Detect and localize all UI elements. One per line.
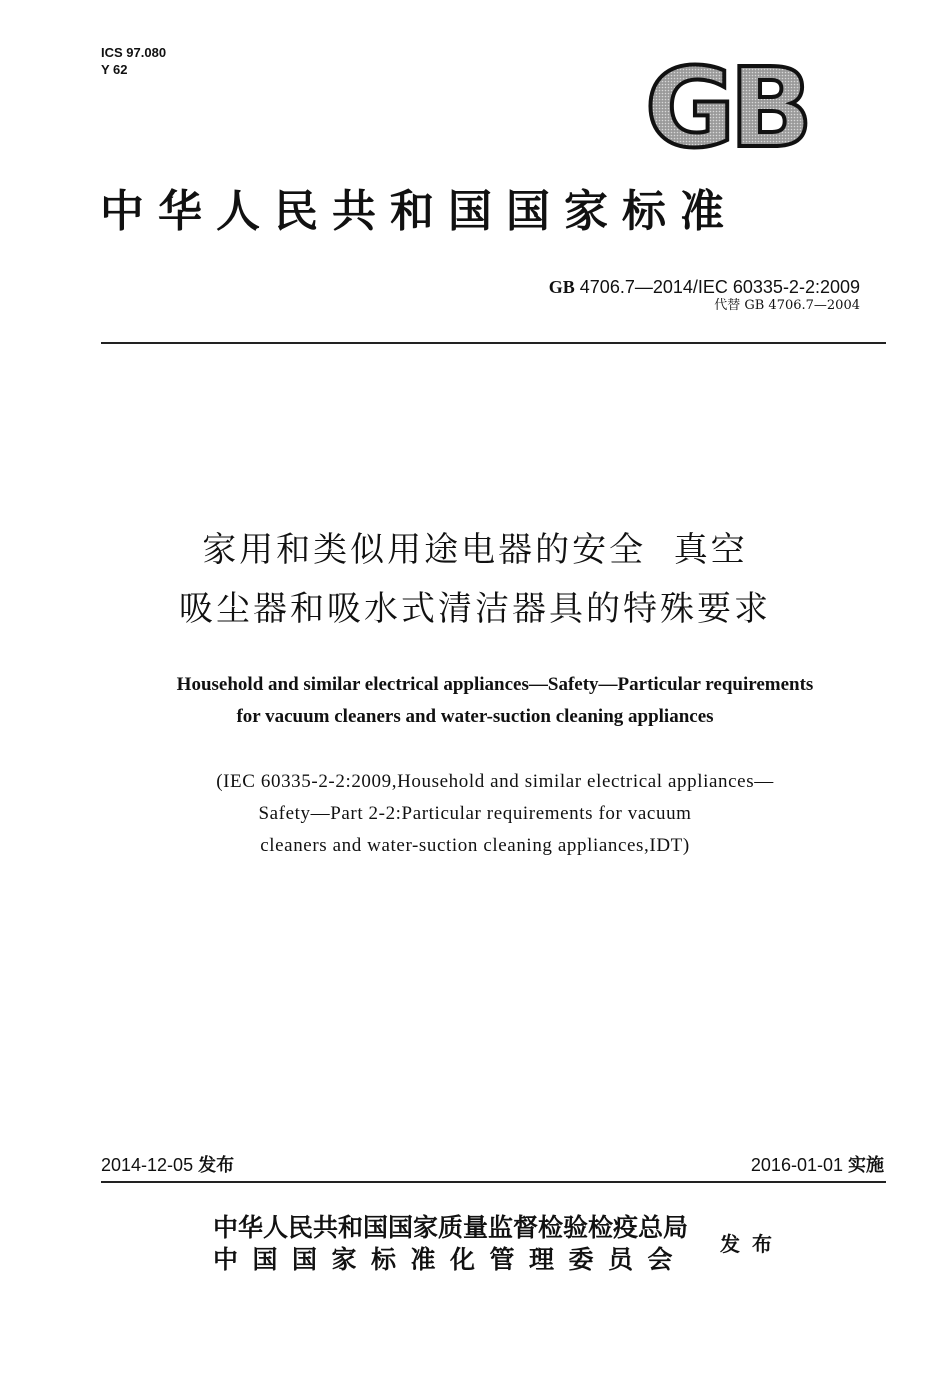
standard-number-prefix: GB [548,277,575,297]
classification-codes [101,44,166,78]
gb-logo [643,56,833,152]
replaces-note: 代替 GB 4706.7—2004 [714,298,860,313]
implementation-date [751,1153,884,1178]
title-en-line2: for vacuum cleaners and water-suction cleaning appliances [236,706,714,727]
title-zh-line2: 吸尘器和吸水式清洁器具的特殊要求 [179,589,771,629]
issue-date-suffix: 发布 [198,1155,235,1176]
title-en-line1: Household and similar electrical appliances—Safety—Particular requirements [176,674,814,695]
implementation-date-suffix: 实施 [848,1155,884,1176]
issuer-sac: 中国国家标准化管理委员会 [213,1245,688,1274]
iec-reference-line2: Safety—Part 2-2:Particular requirements for vacuum [258,803,692,824]
ccs-code: Y 62 [101,62,128,77]
implementation-date-value: 2016-01-01 [750,1155,843,1175]
issue-date [101,1153,234,1178]
issue-date-value: 2014-12-05 [101,1155,194,1175]
ics-code: ICS 97.080 [101,45,167,60]
bottom-divider [101,1181,886,1183]
iec-reference-line3: cleaners and water-suction cleaning appliances,IDT) [260,835,690,856]
standard-number [549,276,860,298]
standard-number-value: 4706.7—2014/IEC 60335-2-2:2009 [579,277,860,297]
standard-title: 中华人民共和国国家标准 [100,186,738,237]
issuers-label: 发布 [720,1232,784,1256]
issuer-aqsiq: 中华人民共和国国家质量监督检验检疫总局 [213,1213,689,1242]
gb-logo-text: GB [645,56,808,152]
top-divider [101,342,886,344]
title-zh-line1: 家用和类似用途电器的安全 真空 [202,530,748,570]
iec-reference-line1: (IEC 60335-2-2:2009,Household and similar electrical appliances— [216,771,774,792]
